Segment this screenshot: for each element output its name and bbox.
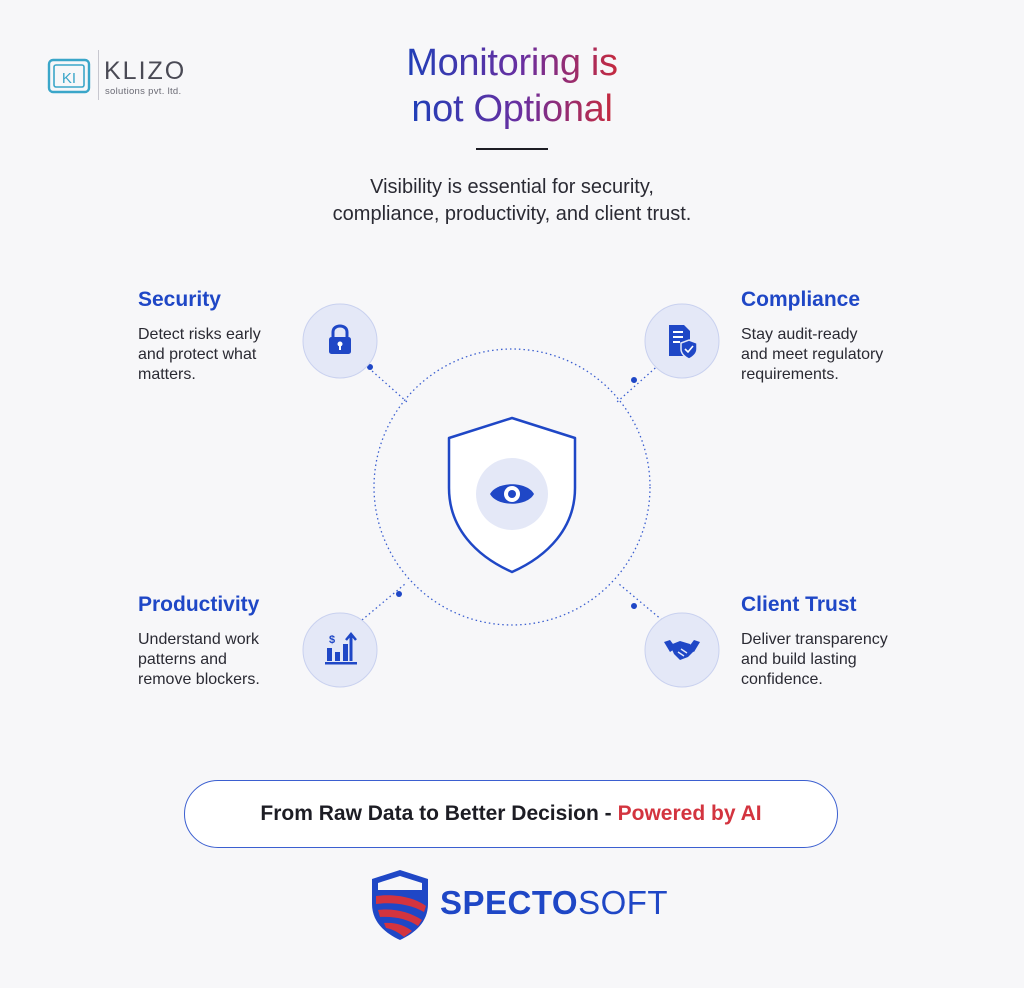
productivity-line-2: patterns and <box>138 651 227 668</box>
spectosoft-word-2: SOFT <box>578 884 669 921</box>
spectosoft-shield-icon <box>368 866 432 942</box>
klizo-icon-text: KI <box>61 70 77 87</box>
klizo-tagline: solutions pvt. ltd. <box>105 86 182 97</box>
connector-client-trust <box>619 584 662 620</box>
svg-text:$: $ <box>328 634 336 646</box>
client-trust-line-3: confidence. <box>741 671 823 688</box>
title-text-1: Monitoring is <box>406 42 618 84</box>
security-icon-circle <box>303 304 377 378</box>
tagline-accent: Powered by AI <box>617 802 762 825</box>
connector-productivity <box>362 584 405 620</box>
item-compliance <box>741 288 921 385</box>
klizo-name: KLIZO <box>104 57 187 85</box>
security-description <box>138 325 298 385</box>
shield-eye-icon <box>449 418 575 572</box>
compliance-line-1: Stay audit-ready <box>741 326 858 343</box>
subtitle-line-2: compliance, productivity, and client trust. <box>332 203 692 225</box>
client-trust-line-1: Deliver transparency <box>741 631 888 648</box>
spectosoft-logo <box>368 864 668 944</box>
spectosoft-word-1: SPECTO <box>440 884 579 921</box>
connector-dot-productivity <box>396 591 402 597</box>
compliance-icon-circle <box>645 304 719 378</box>
item-security <box>138 288 298 385</box>
security-line-1: Detect risks early <box>138 326 261 343</box>
tagline-pill <box>184 780 838 848</box>
productivity-description <box>138 630 298 690</box>
productivity-line-3: remove blockers. <box>138 671 260 688</box>
compliance-description <box>741 325 921 385</box>
security-heading: Security <box>138 288 221 311</box>
compliance-line-2: and meet regulatory <box>741 346 884 363</box>
client-trust-description <box>741 630 921 690</box>
compliance-heading: Compliance <box>741 288 861 311</box>
security-line-2: and protect what <box>138 346 257 363</box>
tagline-main: From Raw Data to Better Decision - <box>260 802 612 825</box>
subtitle-line-1: Visibility is essential for security, <box>370 176 654 198</box>
compliance-line-3: requirements. <box>741 366 839 383</box>
security-line-3: matters. <box>138 366 196 383</box>
client-trust-line-2: and build lasting <box>741 651 857 668</box>
client-trust-heading: Client Trust <box>741 593 857 616</box>
title-text-2: not Optional <box>411 88 613 130</box>
spectosoft-wordmark <box>440 884 668 922</box>
productivity-heading: Productivity <box>138 593 260 616</box>
productivity-line-1: Understand work <box>138 631 259 648</box>
item-client-trust <box>741 593 921 690</box>
connector-dot-client-trust <box>631 603 637 609</box>
item-productivity <box>138 593 298 690</box>
productivity-icon-circle <box>303 613 377 687</box>
client-trust-icon-circle <box>645 613 719 687</box>
connector-dot-compliance <box>631 377 637 383</box>
connector-compliance <box>617 362 662 402</box>
